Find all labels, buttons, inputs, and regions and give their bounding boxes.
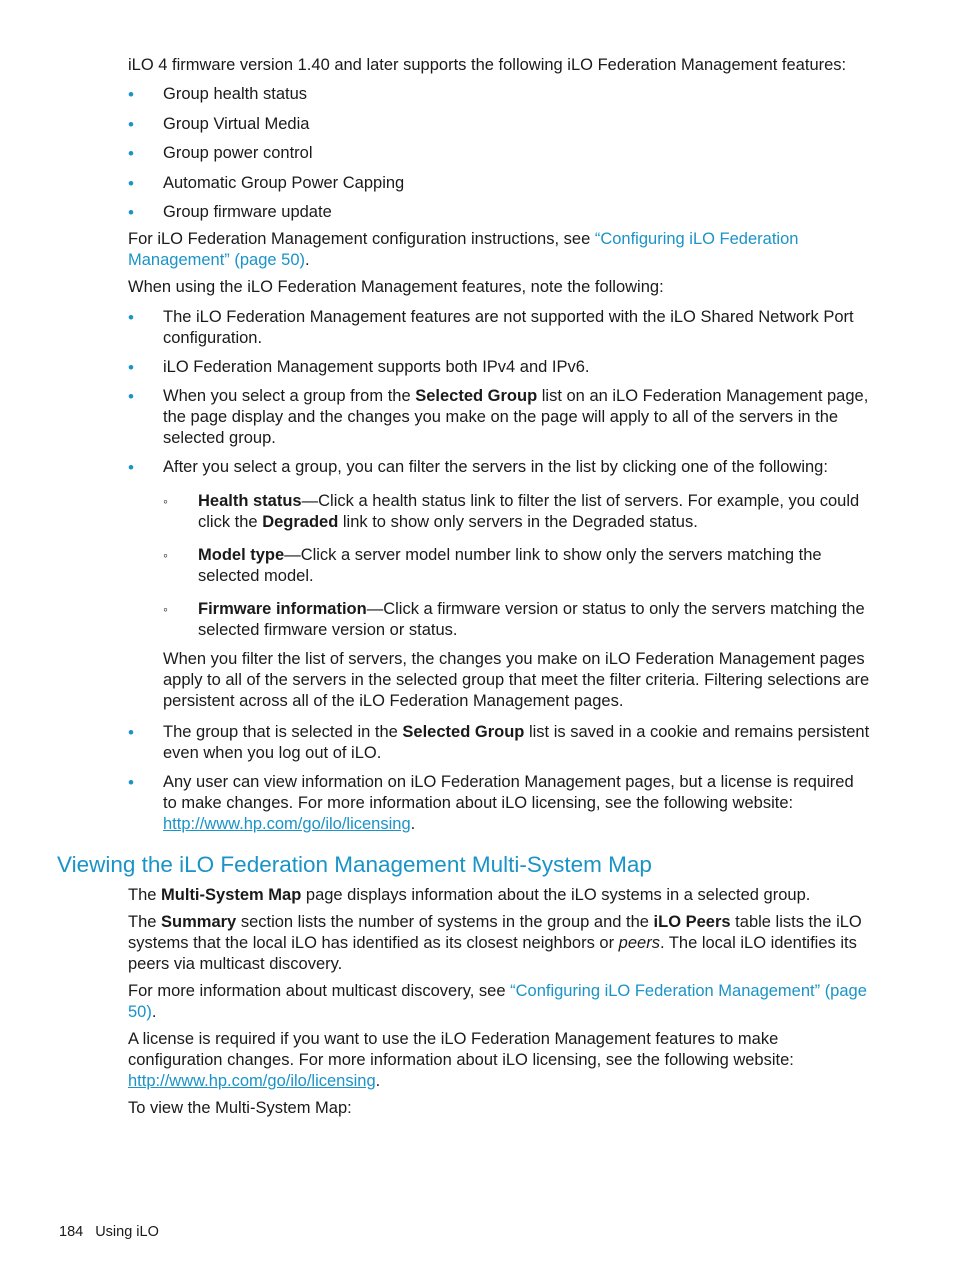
page-footer (59, 1222, 159, 1242)
paragraph: To view the Multi-System Map: (128, 1099, 352, 1117)
config-link[interactable]: “Configuring iLO Federation Management” (page 50) (128, 229, 799, 269)
page-number: 184 (59, 1224, 84, 1240)
paragraph: The Summary section lists the number of systems in the group and the iLO Peers table lists the iLO systems that the local iLO has identified as its closest neighbors or peers. The local iLO identifies its peers via multicast discovery. (128, 913, 862, 973)
note-intro: When using the iLO Federation Management features, note the following: (128, 277, 664, 296)
footer-label: Using iLO (95, 1224, 159, 1240)
filter-list (163, 491, 870, 641)
list-item: • When you select a group from the Selected Group list on an iLO Federation Management page, the page display and the changes you make on the page will apply to all of the servers in the selected group. (128, 386, 870, 449)
list-item: ◦ Health status—Click a health status link to filter the list of servers. For example, you could click the Degraded link to show only servers in the Degraded status. (163, 491, 870, 533)
licensing-link[interactable]: http://www.hp.com/go/ilo/licensing (128, 1072, 376, 1090)
licensing-link[interactable]: http://www.hp.com/go/ilo/licensing (163, 814, 411, 833)
list-item: • The iLO Federation Management features are not supported with the iLO Shared Network Port configuration. (128, 307, 870, 349)
list-item: • Group power control (128, 143, 870, 164)
filter-note: When you filter the list of servers, the changes you make on iLO Federation Management pages apply to all of the servers in the selected group that meet the filter criteria. Filtering selections are persistent across all of the iLO Federation Management pages. (163, 649, 870, 710)
feature-list (128, 84, 870, 223)
config-link[interactable]: “Configuring iLO Federation Management” (page 50) (128, 982, 867, 1021)
paragraph: For more information about multicast discovery, see “Configuring iLO Federation Management” (page 50). (128, 982, 867, 1021)
list-item: • Group health status (128, 84, 870, 105)
list-item: • Group firmware update (128, 202, 870, 223)
list-item: • After you select a group, you can filter the servers in the list by clicking one of the following: ◦ Health status—Click a health status link to filter the list of servers. For example, you could click the Degraded link to show only servers in the Degraded status. ◦ Model type—Click a server model number link to show only the servers matching the selected model. ◦ Firmware information—Click a firmware version or status to only the servers matching the selected firmware version or status. When you filter the list of servers, the changes you make on iLO Federation Management pages apply to all of the servers in the selected group that meet the filter criteria. Filtering selections are persistent across all of the iLO Federation Management pages. (128, 457, 870, 712)
paragraph: A license is required if you want to use the iLO Federation Management features to make configuration changes. For more information about iLO licensing, see the following website: http://www.hp.com/go/ilo/licensing. (128, 1030, 794, 1090)
selected-group-label: Selected Group (415, 386, 538, 405)
list-item: • Automatic Group Power Capping (128, 173, 870, 194)
page-body (128, 55, 870, 843)
notes-list (128, 307, 870, 835)
list-item: ◦ Firmware information—Click a firmware version or status to only the servers matching the selected firmware version or status. (163, 599, 870, 641)
config-paragraph: For iLO Federation Management configuration instructions, see “Configuring iLO Federation Management” (page 50). (128, 229, 799, 269)
list-item: • The group that is selected in the Selected Group list is saved in a cookie and remains persistent even when you log out of iLO. (128, 722, 870, 764)
list-item: • iLO Federation Management supports both IPv4 and IPv6. (128, 357, 870, 378)
list-item: • Any user can view information on iLO Federation Management pages, but a license is required to make changes. For more information about iLO licensing, see the following website: http://www.hp.com/go/ilo/licensing. (128, 772, 870, 835)
section-body (128, 885, 870, 1125)
section-heading: Viewing the iLO Federation Management Multi-System Map (57, 852, 652, 877)
paragraph: The Multi-System Map page displays information about the iLO systems in a selected group. (128, 886, 811, 904)
list-item: • Group Virtual Media (128, 114, 870, 135)
list-item: ◦ Model type—Click a server model number link to show only the servers matching the selected model. (163, 545, 870, 587)
intro-text: iLO 4 firmware version 1.40 and later supports the following iLO Federation Management features: (128, 56, 847, 74)
